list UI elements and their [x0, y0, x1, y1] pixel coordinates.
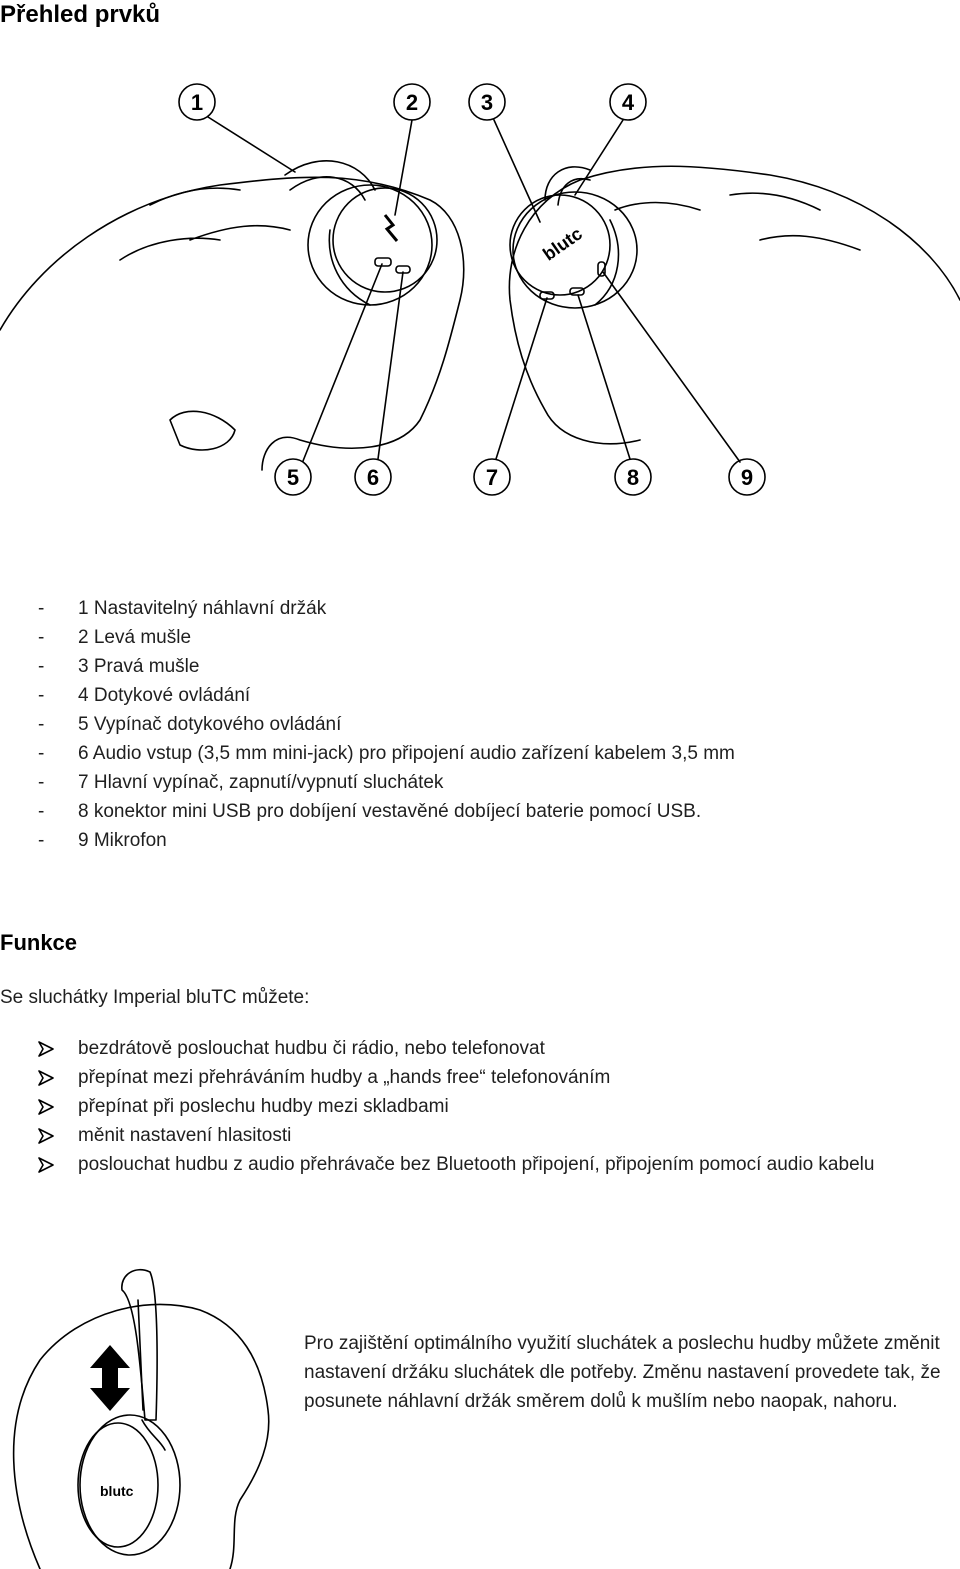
arrow-bullet-icon	[38, 1041, 54, 1057]
part-label: 9 Mikrofon	[78, 830, 167, 851]
intro-text: Se sluchátky Imperial bluTC můžete:	[0, 987, 310, 1008]
up-down-arrow-icon	[90, 1345, 130, 1411]
left-ear-cup-outer	[308, 185, 432, 305]
head-profile	[14, 1304, 269, 1569]
brand-logo-right: blutc	[539, 223, 586, 265]
callout-7: 7	[485, 465, 499, 490]
feature-list-item	[38, 1092, 938, 1121]
part-label: 6 Audio vstup (3,5 mm mini-jack) pro připojení audio zařízení kabelem 3,5 mm	[78, 743, 735, 764]
part-label: 8 konektor mini USB pro dobíjení vestavěné dobíjecí baterie pomocí USB.	[78, 801, 702, 822]
feature-list-item	[38, 1121, 938, 1150]
parts-list-item	[38, 710, 735, 739]
list-dash: -	[38, 598, 45, 619]
brand-logo-bottom: blutc	[100, 1483, 134, 1499]
feature-label: bezdrátově poslouchat hudbu či rádio, nebo telefonovat	[78, 1038, 545, 1059]
list-dash: -	[38, 685, 45, 706]
callout-3: 3	[480, 90, 494, 115]
list-dash: -	[38, 743, 45, 764]
parts-list-item	[38, 739, 735, 768]
right-head-outline	[509, 166, 960, 444]
arrow-bullet-icon	[38, 1128, 54, 1144]
page-title: Přehled prvků	[0, 1, 161, 28]
callout-4: 4	[621, 90, 635, 115]
parts-list-item	[38, 797, 735, 826]
feature-label: poslouchat hudbu z audio přehrávače bez Bluetooth připojení, připojením pomocí audio kabelu	[78, 1154, 875, 1175]
parts-list-item	[38, 768, 735, 797]
list-dash: -	[38, 830, 45, 851]
brand-logo-left	[385, 215, 397, 241]
part-label: 2 Levá mušle	[78, 627, 192, 648]
list-dash: -	[38, 714, 45, 735]
section-title: Funkce	[0, 930, 78, 955]
feature-label: měnit nastavení hlasitosti	[78, 1125, 292, 1146]
parts-list-item	[38, 652, 735, 681]
feature-label: přepínat mezi přehráváním hudby a „hands free“ telefonováním	[78, 1067, 611, 1088]
feature-list	[38, 1034, 938, 1179]
part-label: 7 Hlavní vypínač, zapnutí/vypnutí sluchátek	[78, 772, 444, 793]
parts-list	[38, 594, 735, 855]
callout-6: 6	[366, 465, 380, 490]
parts-list-item	[38, 826, 735, 855]
headband-adjust-illustration	[0, 1260, 300, 1569]
left-hair-lines	[120, 188, 290, 260]
feature-list-item	[38, 1150, 938, 1179]
adjust-description: Pro zajištění optimálního využití sluchátek a poslechu hudby můžete změnit nastavení držáku sluchátek dle potřeby. Změnu nastavení provedete tak, že posunete náhlavní držák směrem dolů k mušlím nebo naopak, nahoru.	[304, 1333, 941, 1412]
arrow-bullet-icon	[38, 1070, 54, 1086]
left-ear-cup-face	[333, 188, 437, 292]
part-label: 3 Pravá mušle	[78, 656, 200, 677]
callout-1: 1	[190, 90, 204, 115]
arrow-bullet-icon	[38, 1157, 54, 1173]
arrow-bullet-icon	[38, 1099, 54, 1115]
left-cup-button	[375, 258, 391, 266]
feature-list-item	[38, 1034, 938, 1063]
feature-label: přepínat při poslechu hudby mezi skladbami	[78, 1096, 449, 1117]
list-dash: -	[38, 627, 45, 648]
callout-5: 5	[286, 465, 300, 490]
list-dash: -	[38, 772, 45, 793]
parts-list-item	[38, 623, 735, 652]
callout-8: 8	[626, 465, 640, 490]
feature-list-item	[38, 1063, 938, 1092]
list-dash: -	[38, 801, 45, 822]
parts-list-item	[38, 594, 735, 623]
list-dash: -	[38, 656, 45, 677]
part-label: 4 Dotykové ovládání	[78, 685, 251, 706]
part-label: 1 Nastavitelný náhlavní držák	[78, 598, 327, 619]
right-hair-lines	[615, 193, 860, 250]
left-neck-cup	[170, 411, 235, 450]
part-label: 5 Vypínač dotykového ovládání	[78, 714, 342, 735]
parts-list-item	[38, 681, 735, 710]
headphones-parts-diagram	[0, 60, 960, 510]
callout-2: 2	[405, 90, 419, 115]
callout-9: 9	[740, 465, 754, 490]
